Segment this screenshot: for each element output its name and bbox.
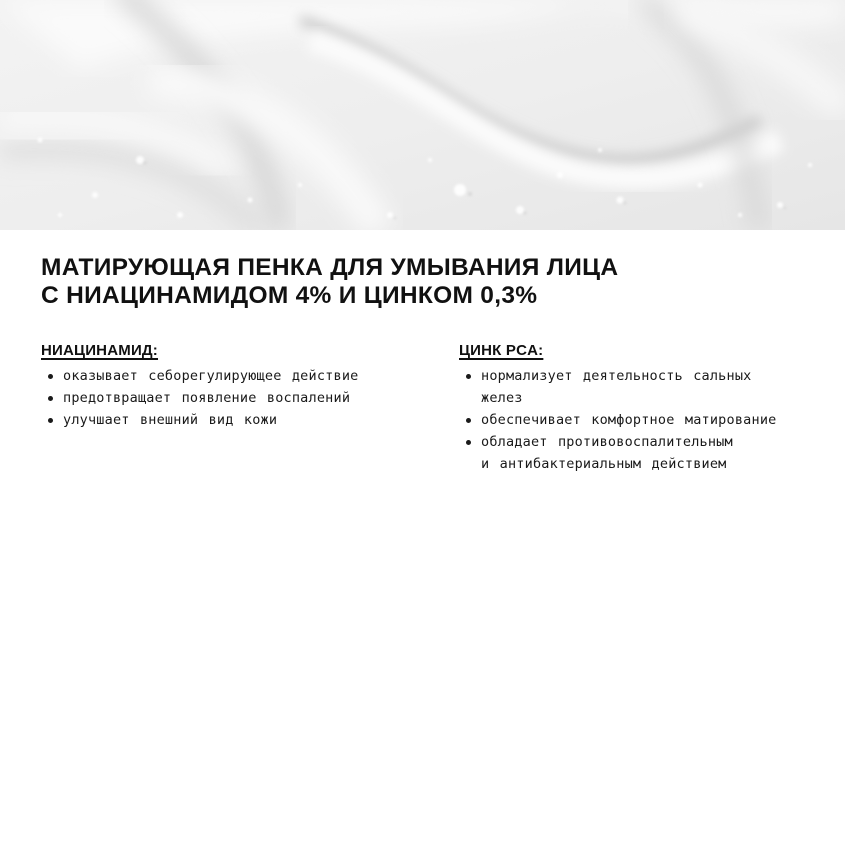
list-item <box>459 409 829 431</box>
foam-texture-graphic <box>0 0 845 230</box>
bullet-icon <box>48 418 53 423</box>
zinc-pca-benefits-list <box>459 365 829 475</box>
zinc-pca-heading: ЦИНК PCA: <box>459 342 544 359</box>
product-title <box>41 254 821 310</box>
niacinamide-heading: НИАЦИНАМИД: <box>41 342 159 359</box>
zinc-pca-section <box>459 341 829 475</box>
bullet-icon <box>48 396 53 401</box>
list-item-text: оказывает себорегулирующее действие <box>63 368 359 384</box>
list-item-text: нормализует деятельность сальных <box>481 368 752 384</box>
list-item-text: улучшает внешний вид кожи <box>63 412 278 428</box>
bullet-icon <box>48 374 53 379</box>
bullet-icon <box>466 374 471 379</box>
niacinamide-benefits-list <box>41 365 431 431</box>
bullet-icon <box>466 440 471 445</box>
list-item <box>459 431 829 475</box>
list-item <box>41 409 431 431</box>
list-item-text-continued: и антибактериальным действием <box>481 456 727 472</box>
list-item-text: обладает противовоспалительным <box>481 434 733 450</box>
product-title-line-1: МАТИРУЮЩАЯ ПЕНКА ДЛЯ УМЫВАНИЯ ЛИЦА <box>41 254 619 281</box>
list-item <box>459 365 829 409</box>
product-title-line-2: С НИАЦИНАМИДОМ 4% И ЦИНКОМ 0,3% <box>41 282 538 309</box>
niacinamide-section <box>41 341 431 431</box>
list-item <box>41 365 431 387</box>
list-item-text: предотвращает появление воспалений <box>63 390 351 406</box>
foam-texture-image <box>0 0 845 230</box>
list-item <box>41 387 431 409</box>
bullet-icon <box>466 418 471 423</box>
list-item-text: обеспечивает комфортное матирование <box>481 412 777 428</box>
list-item-text-continued: желез <box>481 390 523 406</box>
